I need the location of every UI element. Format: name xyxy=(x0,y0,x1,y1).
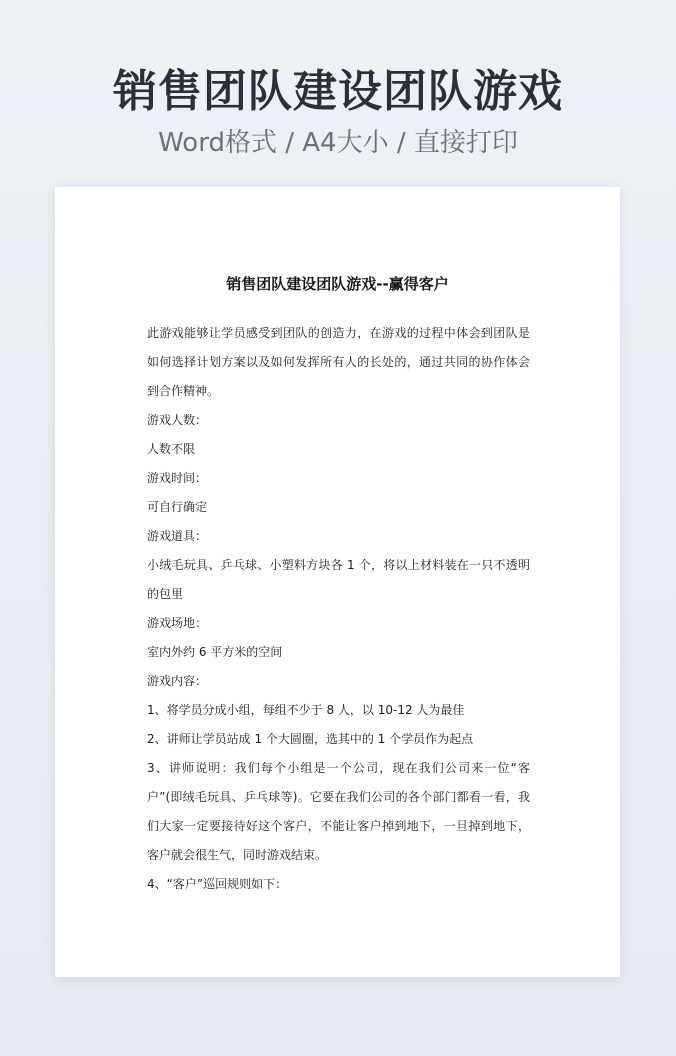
paragraph-heading-content: 游戏内容： xyxy=(147,674,208,688)
paragraph-step-3: 3、讲师说明：我们每个小组是一个公司，现在我们公司来一位“客户”(即绒毛玩具、乒乓球等)。它要在我们公司的各个部门都看一看，我们大家一定要接待好这个客户，不能让客户掉到地下，一旦掉到地下，客户就会很生气，同时游戏结束。 xyxy=(147,761,530,862)
paragraph-heading-players: 游戏人数： xyxy=(147,413,208,427)
paragraph-players: 人数不限 xyxy=(147,442,196,456)
paragraph-step-4: 4、“客户”巡回规则如下： xyxy=(147,877,288,891)
document-page xyxy=(55,187,620,977)
paragraph-heading-venue: 游戏场地： xyxy=(147,616,208,630)
page-subtitle: Word格式 / A4大小 / 直接打印 xyxy=(158,128,518,158)
page-header xyxy=(0,62,676,160)
document-title: 销售团队建设团队游戏--赢得客户 xyxy=(226,275,449,293)
paragraph-venue: 室内外约 6 平方米的空间 xyxy=(147,645,283,659)
page-title: 销售团队建设团队游戏 xyxy=(113,66,563,117)
paragraph-intro: 此游戏能够让学员感受到团队的创造力，在游戏的过程中体会到团队是如何选择计划方案以及如何发挥所有人的长处的，通过共同的协作体会到合作精神。 xyxy=(147,326,530,398)
paragraph-step-2: 2、讲师让学员站成 1 个大圆圈，选其中的 1 个学员作为起点 xyxy=(147,732,474,746)
document-body xyxy=(147,319,530,899)
paragraph-heading-props: 游戏道具： xyxy=(147,529,208,543)
paragraph-step-1: 1、将学员分成小组，每组不少于 8 人，以 10-12 人为最佳 xyxy=(147,703,465,717)
paragraph-props: 小绒毛玩具、乒乓球、小塑料方块各 1 个，将以上材料装在一只不透明的包里 xyxy=(147,558,530,601)
paragraph-time: 可自行确定 xyxy=(147,500,208,514)
paragraph-heading-time: 游戏时间： xyxy=(147,471,208,485)
